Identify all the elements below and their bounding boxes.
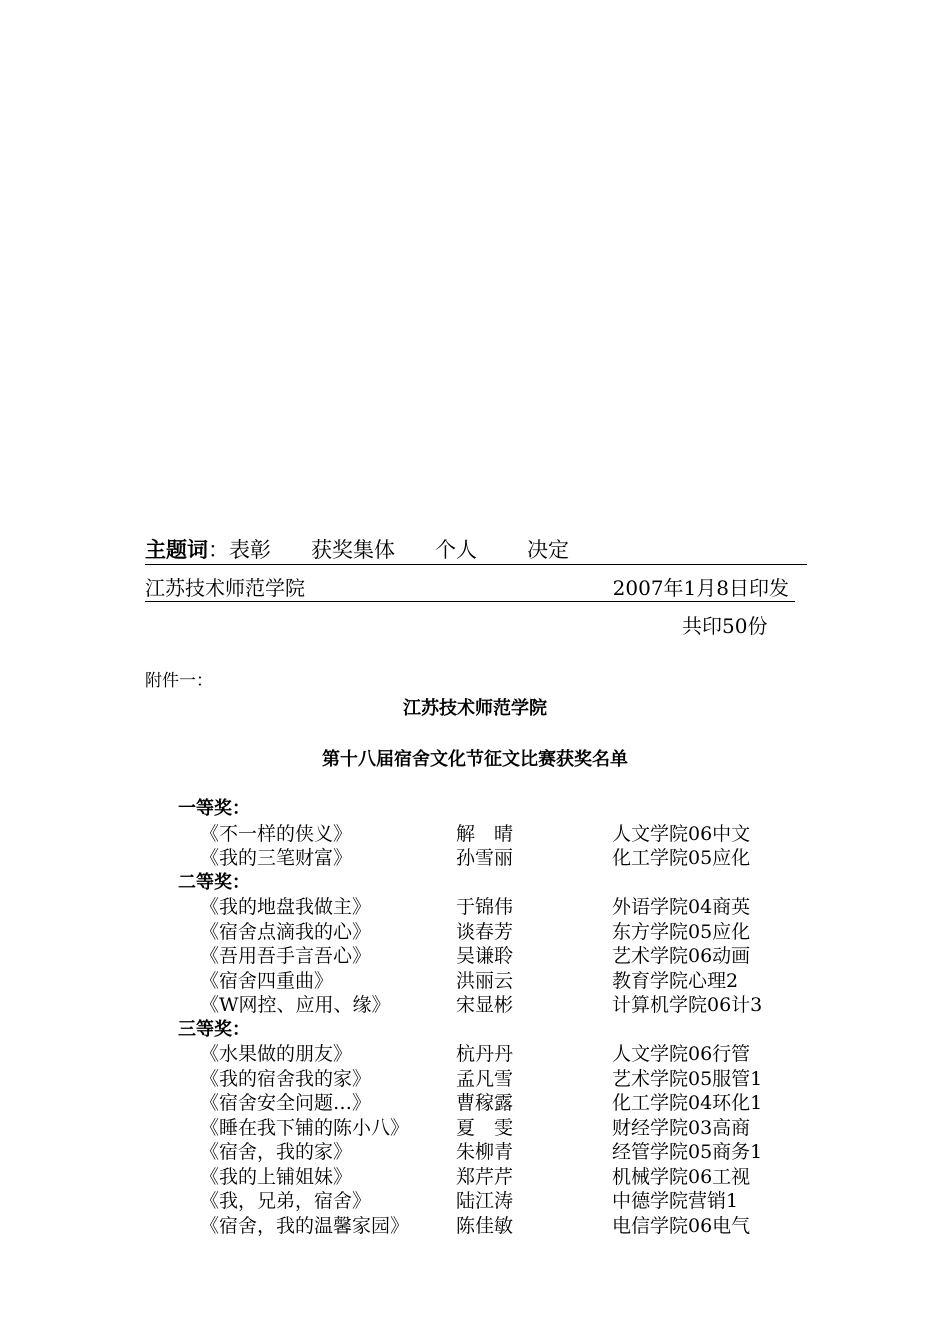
author-name: 解 晴	[456, 822, 514, 845]
award-category-label: 二等奖：	[178, 871, 250, 893]
award-row	[0, 1088, 950, 1113]
award-row	[0, 966, 950, 991]
essay-title: 《睡在我下铺的陈小八》	[200, 1116, 410, 1139]
essay-title: 《不一样的侠义》	[200, 822, 353, 845]
issuer-line	[145, 575, 795, 602]
author-college: 财经学院03高商	[612, 1116, 751, 1139]
author-college: 电信学院06电气	[612, 1214, 751, 1237]
award-row	[0, 1162, 950, 1187]
author-college: 艺术学院06动画	[612, 945, 751, 967]
author-college: 外语学院04商英	[612, 896, 751, 918]
author-name: 夏 雯	[456, 1116, 514, 1139]
author-name: 杭丹丹	[456, 1043, 514, 1065]
award-category-label: 一等奖：	[178, 798, 250, 819]
author-name: 于锦伟	[456, 896, 514, 918]
award-row	[0, 941, 950, 966]
award-row	[0, 917, 950, 942]
author-college: 机械学院06工视	[612, 1165, 751, 1188]
issue-date: 2007年1月8日印发	[612, 576, 789, 600]
author-college: 化工学院05应化	[612, 847, 751, 869]
essay-title: 《宿舍，我的温馨家园》	[200, 1214, 410, 1237]
essay-title: 《我，兄弟，宿舍》	[200, 1190, 372, 1212]
essay-title: 《宿舍，我的家》	[200, 1141, 353, 1163]
author-college: 人文学院06中文	[612, 822, 751, 845]
essay-title: 《我的三笔财富》	[200, 847, 353, 869]
author-college: 人文学院06行管	[612, 1043, 751, 1065]
essay-title: 《W网控、应用、缘》	[200, 994, 391, 1016]
document-title: 江苏技术师范学院	[403, 698, 547, 719]
author-name: 陈佳敏	[456, 1214, 514, 1237]
author-college: 教育学院心理2	[612, 969, 739, 992]
essay-title: 《宿舍四重曲》	[200, 969, 334, 992]
author-name: 洪丽云	[456, 969, 514, 992]
subject-word: 表彰	[229, 538, 271, 562]
author-name: 曹稼露	[456, 1092, 514, 1114]
award-row	[0, 1064, 950, 1089]
author-name: 朱柳青	[456, 1141, 514, 1163]
essay-title: 《我的宿舍我的家》	[200, 1067, 372, 1090]
subject-word: 决定	[527, 538, 569, 562]
author-college: 艺术学院05服管1	[612, 1067, 763, 1090]
essay-title: 《水果做的朋友》	[200, 1043, 353, 1065]
essay-title: 《吾用吾手言吾心》	[200, 945, 372, 967]
subject-colon: ：	[208, 538, 229, 562]
author-name: 郑芹芹	[456, 1165, 514, 1188]
award-row	[0, 843, 950, 868]
award-category-label: 三等奖：	[178, 1018, 250, 1040]
award-row	[0, 1186, 950, 1211]
author-name: 孟凡雪	[456, 1067, 514, 1090]
subject-label: 主题词	[145, 538, 208, 562]
author-college: 计算机学院06计3	[612, 994, 763, 1016]
author-college: 化工学院04环化1	[612, 1092, 763, 1114]
subject-keywords-line	[145, 536, 807, 565]
award-row	[0, 1039, 950, 1064]
award-row	[0, 1113, 950, 1138]
award-row	[0, 819, 950, 844]
document-subtitle: 第十八届宿舍文化节征文比赛获奖名单	[322, 749, 628, 770]
author-name: 宋显彬	[456, 994, 514, 1016]
author-college: 中德学院营销1	[612, 1190, 739, 1212]
essay-title: 《我的地盘我做主》	[200, 896, 372, 918]
author-name: 孙雪丽	[456, 847, 514, 869]
subject-word: 获奖集体	[311, 538, 395, 562]
award-row	[0, 1211, 950, 1236]
author-college: 经管学院05商务1	[612, 1141, 763, 1163]
subject-word: 个人	[435, 538, 477, 562]
author-name: 吴谦聆	[456, 945, 514, 967]
author-name: 谈春芳	[456, 920, 514, 943]
attachment-label: 附件一：	[145, 671, 213, 691]
author-name: 陆江涛	[456, 1190, 514, 1212]
award-row	[0, 892, 950, 917]
issuer-name: 江苏技术师范学院	[145, 576, 305, 600]
essay-title: 《宿舍点滴我的心》	[200, 920, 372, 943]
essay-title: 《宿舍安全问题…》	[200, 1092, 372, 1114]
author-college: 东方学院05应化	[612, 920, 751, 943]
essay-title: 《我的上铺姐妹》	[200, 1165, 353, 1188]
award-row	[0, 1137, 950, 1162]
award-row	[0, 990, 950, 1015]
copies-count: 共印50份	[682, 614, 768, 638]
